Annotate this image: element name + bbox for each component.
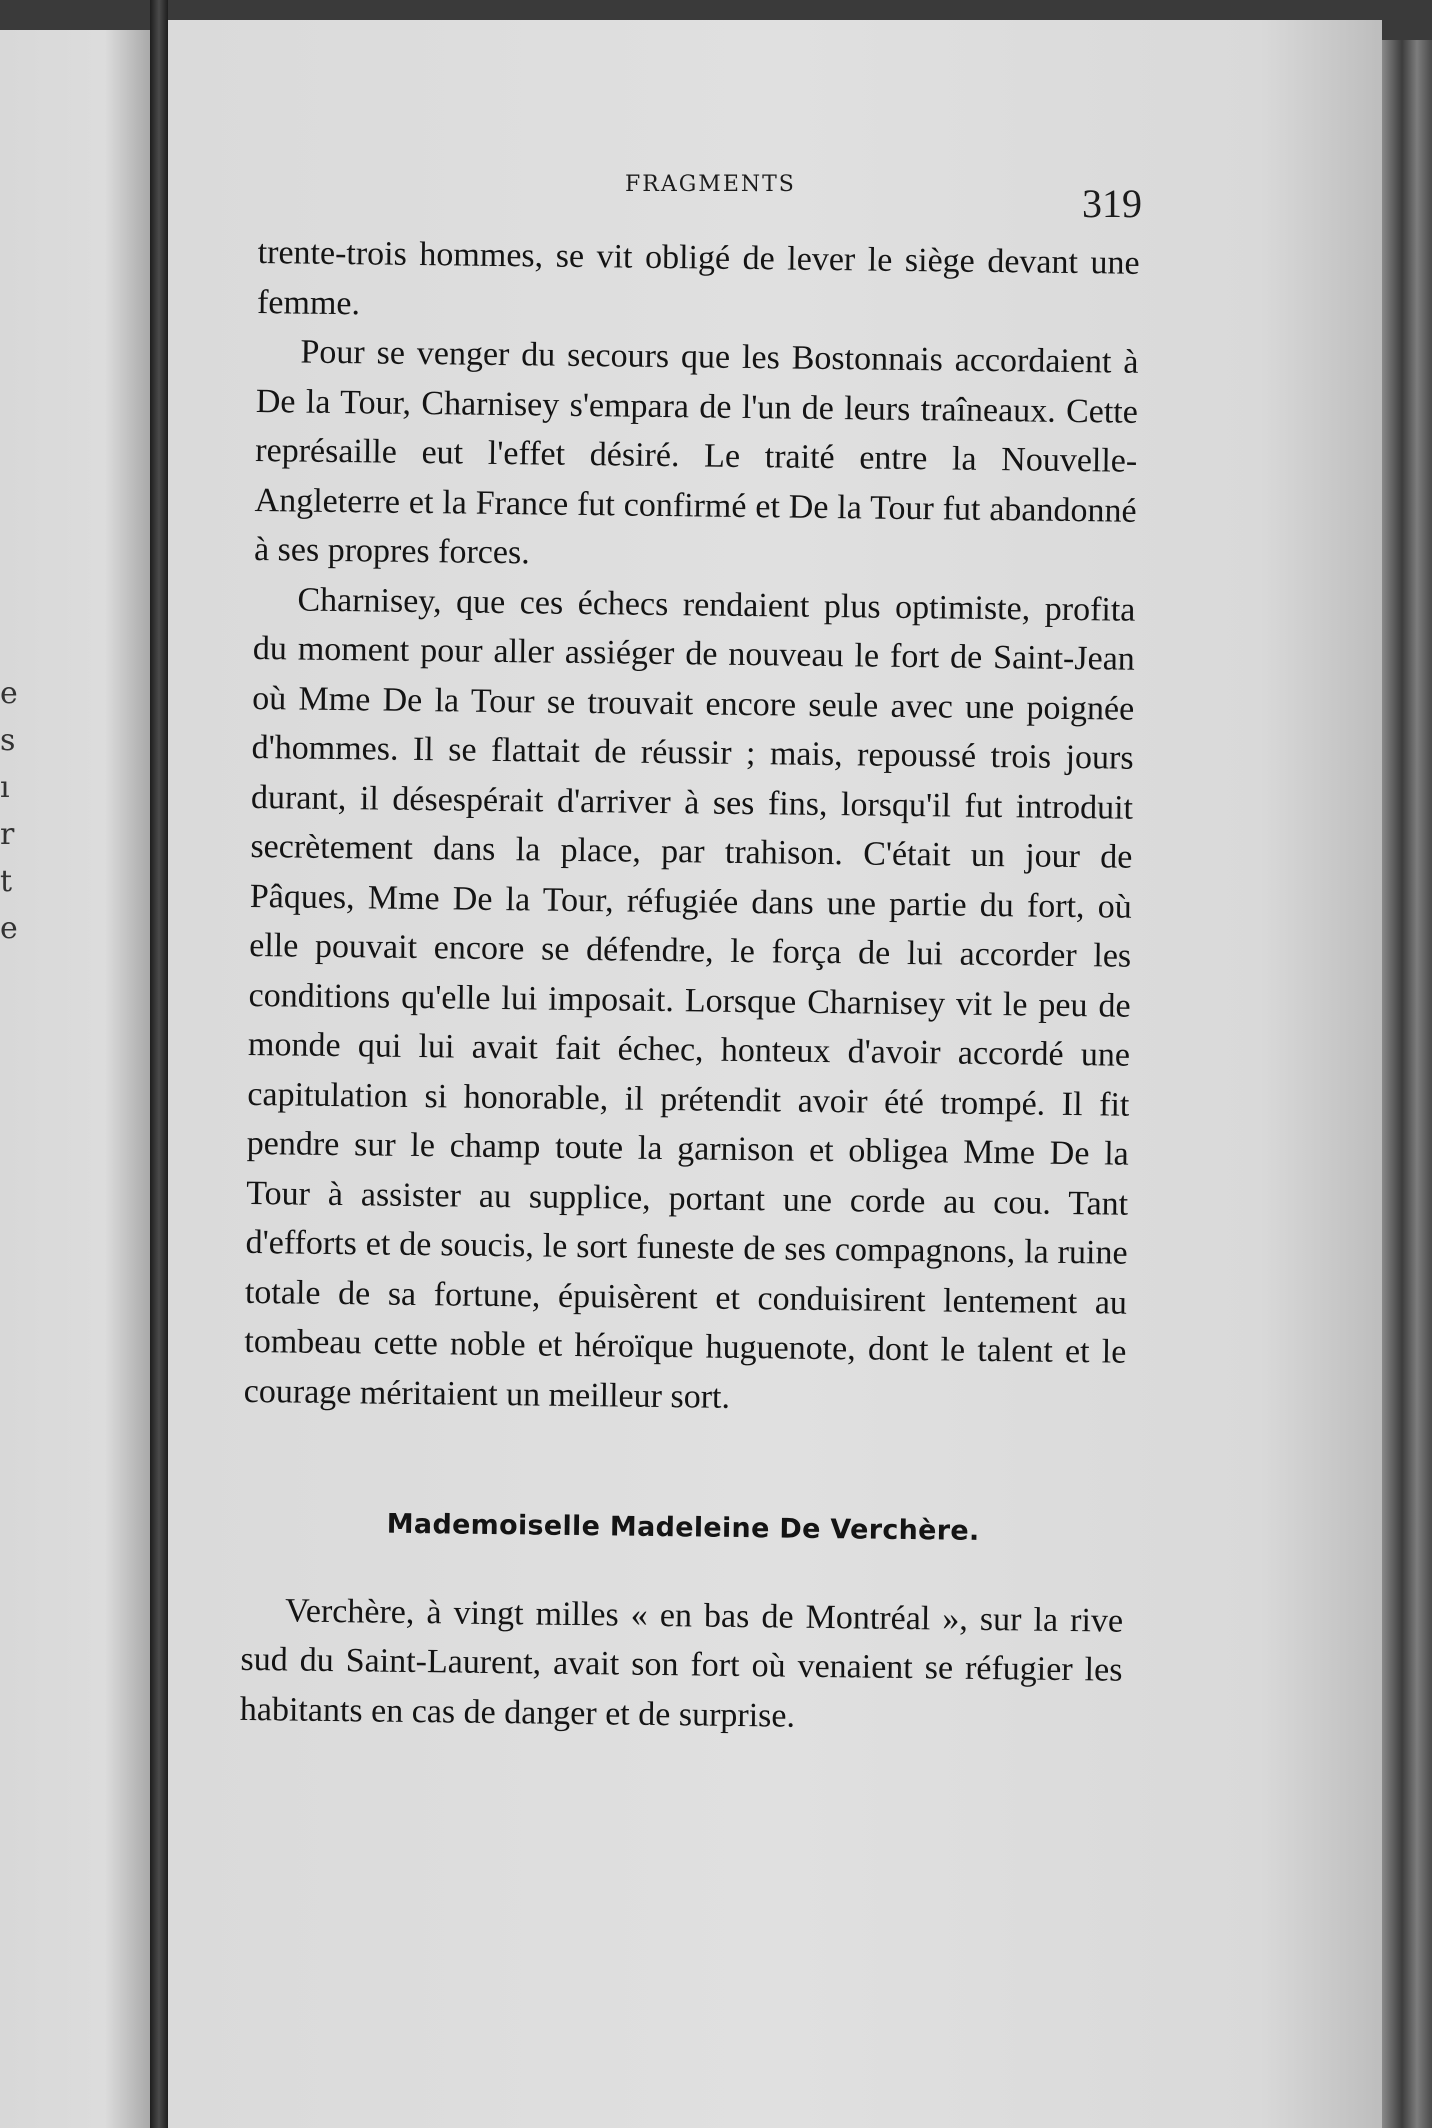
book-binding bbox=[150, 0, 168, 2128]
edge-letter: e bbox=[0, 911, 18, 946]
edge-letter: t bbox=[0, 864, 13, 899]
page-number: 319 bbox=[1082, 181, 1142, 226]
body-text bbox=[240, 228, 1140, 1745]
edge-letter: e bbox=[0, 676, 18, 711]
edge-letter: r bbox=[0, 817, 15, 852]
previous-page-letters bbox=[0, 670, 20, 952]
edge-letter: ı bbox=[0, 770, 10, 805]
previous-page-edge bbox=[0, 30, 150, 2128]
paragraph: Verchère, à vingt milles « en bas de Montréal », sur la rive sud du Saint-Laurent, avait son fort où venaient se réfugier les habitants en cas de danger et de surprise. bbox=[239, 1591, 1124, 1735]
paragraph: trente-trois hommes, se vit obligé de lever le siège devant une femme. bbox=[256, 233, 1140, 322]
running-head: FRAGMENTS bbox=[625, 172, 796, 197]
paragraph: Charnisey, que ces échecs rendaient plus optimiste, profita du moment pour aller assiéger de nouveau le fort de Saint-Jean où Mme De la Tour se trouvait encore seule avec une poignée d'hommes. Il se flattait de réussir ; mais, repoussé trois jours durant, il désespérait d'arriver à ses fins, lorsqu'il fut introduit secrètement dans la place, par trahison. C'était un jour de Pâques, Mme De la Tour, réfugiée dans une partie du fort, où elle pouvait encore se défendre, le força de lui accorder les conditions qu'elle lui imposait. Lorsque Charnisey vit le peu de monde qui lui avait fait échec, honteux d'avoir accordé une capitulation si honorable, il prétendit avoir été trompé. Il fit pendre sur le champ toute la garnison et obligea Mme De la Tour à assister au supplice, portant une corde au cou. Tant d'efforts et de soucis, le sort funeste de ses compagnons, la ruine totale de sa fortune, épuisèrent et conduisirent lentement au tombeau cette noble et héroïque huguenote, dont le talent et le courage méritaient un meilleur sort. bbox=[243, 581, 1136, 1416]
paragraph: Pour se venger du secours que les Bostonnais accordaient à De la Tour, Charnisey s'empara de l'un de leurs traîneaux. Cette représaille eut l'effet désiré. Le traité entre la Nouvelle-Angleterre et la France fut confirmé et De la Tour fut abandonné à ses propres forces. bbox=[253, 333, 1139, 572]
edge-letter: s bbox=[0, 723, 16, 758]
page-stack-edge bbox=[1382, 40, 1432, 2128]
section-heading: Mademoiselle Madeleine De Verchère. bbox=[386, 1508, 980, 1547]
